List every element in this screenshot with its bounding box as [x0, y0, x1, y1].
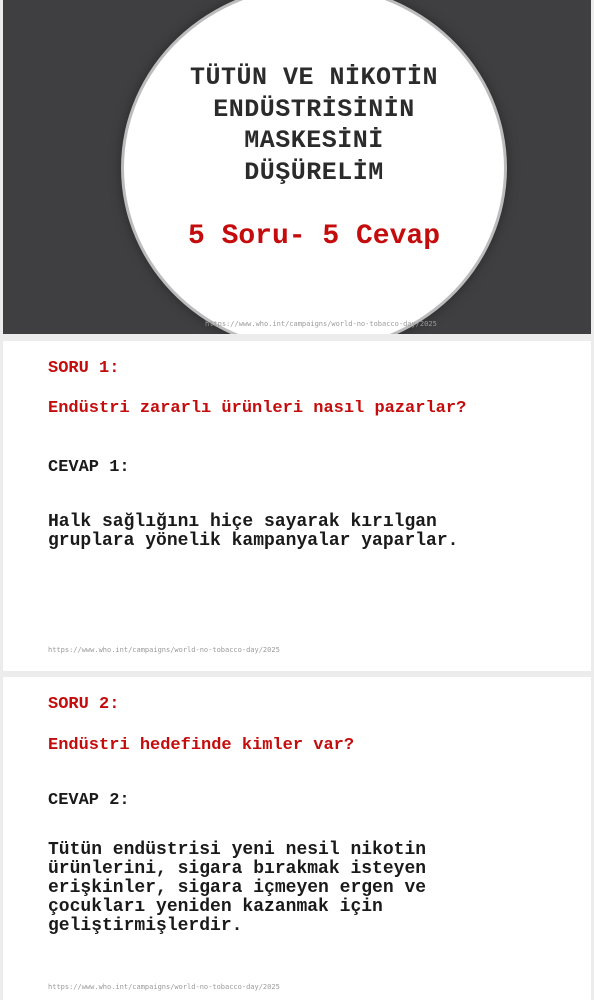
answer-label: CEVAP 1:	[48, 458, 130, 477]
question-text: Endüstri hedefinde kimler var?	[48, 736, 355, 755]
question-label: SORU 1:	[48, 359, 120, 378]
question-slide-1	[3, 341, 591, 671]
answer-text	[48, 841, 426, 936]
question-slide-2	[3, 677, 591, 1000]
question-label: SORU 2:	[48, 695, 120, 714]
answer-line: Tütün endüstrisi yeni nesil nikotin	[48, 840, 427, 860]
source-url: https://www.who.int/campaigns/world-no-tobacco-day/2025	[48, 983, 280, 991]
source-url: https://www.who.int/campaigns/world-no-tobacco-day/2025	[48, 646, 280, 654]
source-url: https://www.who.int/campaigns/world-no-tobacco-day/2025	[205, 320, 437, 328]
title-line: MASKESİNİ	[244, 126, 384, 155]
title-line: DÜŞÜRELİM	[244, 157, 384, 187]
answer-line: çocukları yeniden kazanmak için	[48, 897, 383, 917]
title-line: ENDÜSTRİSİNİN	[213, 94, 415, 124]
answer-label: CEVAP 2:	[48, 791, 130, 810]
answer-line: Halk sağlığını hiçe sayarak kırılgan	[48, 512, 437, 532]
answer-line: erişkinler, sigara içmeyen ergen ve	[48, 878, 427, 898]
answer-text	[48, 513, 458, 551]
answer-line: geliştirmişlerdir.	[48, 916, 243, 936]
answer-line: ürünlerini, sigara bırakmak isteyen	[48, 859, 427, 879]
title-line: TÜTÜN VE NİKOTİN	[189, 63, 439, 92]
slide-title	[121, 62, 507, 188]
slide-subtitle: 5 Soru- 5 Cevap	[187, 221, 441, 252]
question-text: Endüstri zararlı ürünleri nasıl pazarlar?	[48, 399, 467, 418]
answer-line: gruplara yönelik kampanyalar yaparlar.	[48, 531, 459, 551]
title-slide	[3, 0, 591, 334]
